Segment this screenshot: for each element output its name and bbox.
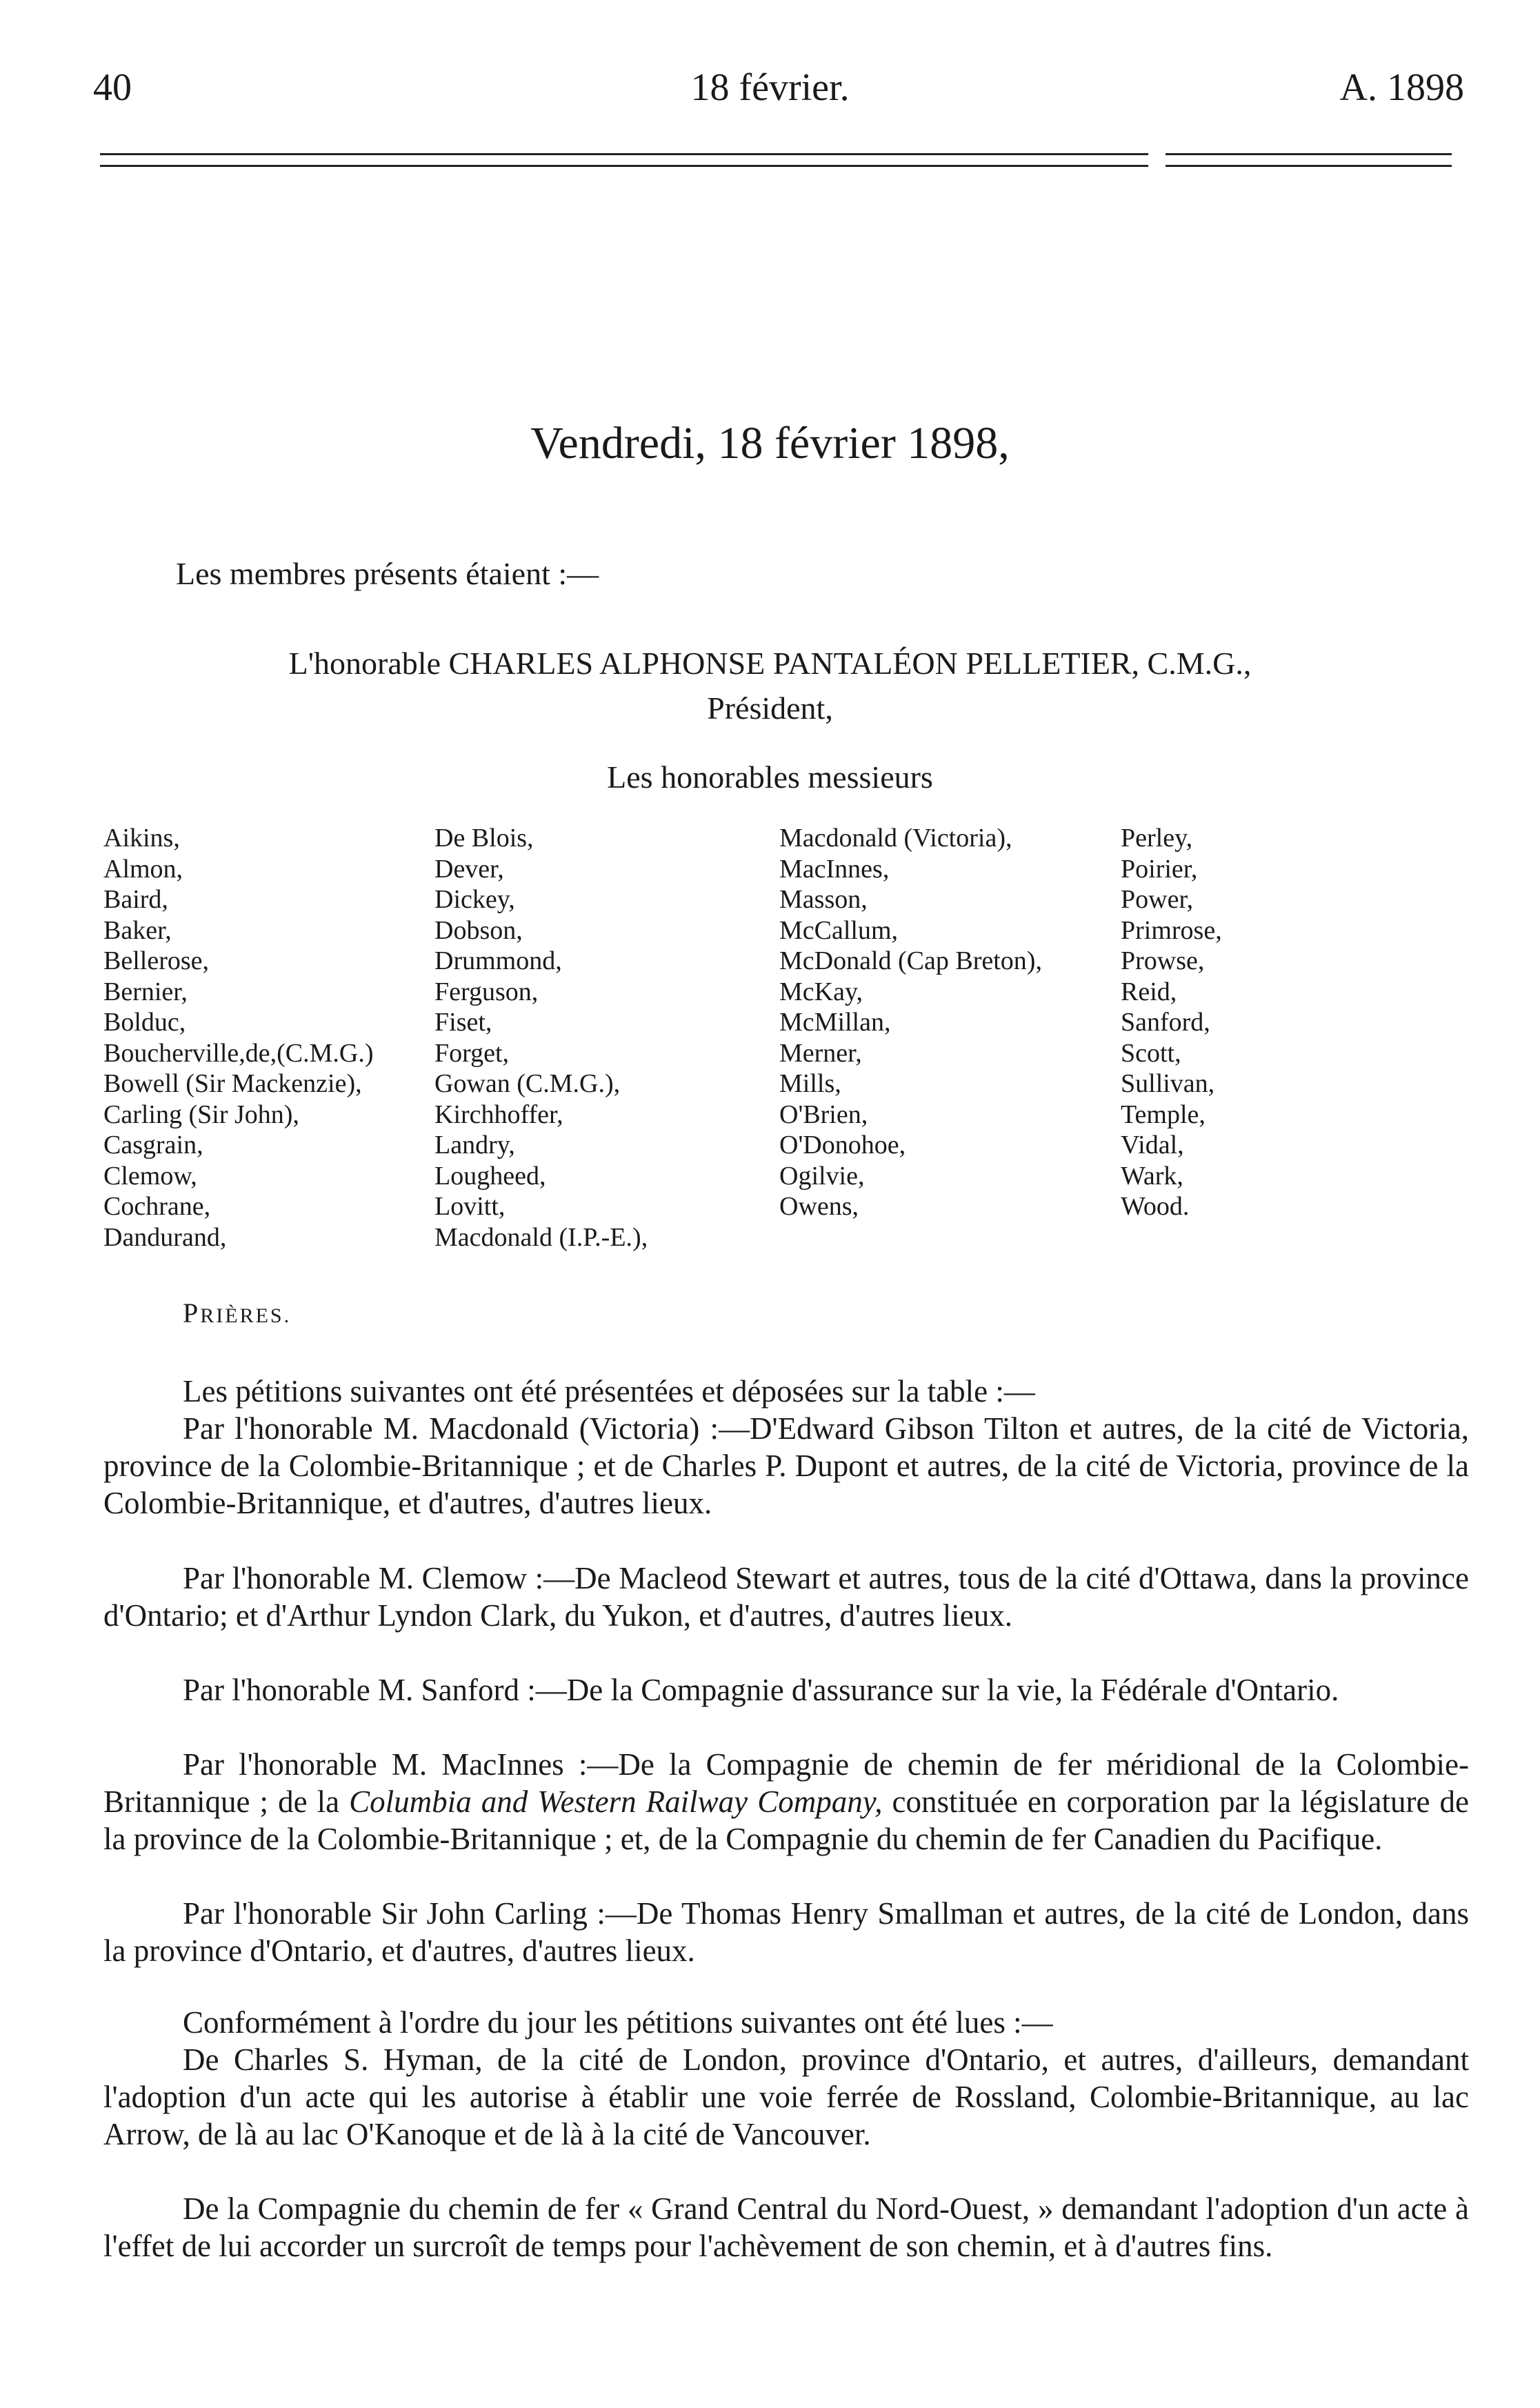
member-name: Perley, <box>1121 824 1193 853</box>
member-name: Sullivan, <box>1121 1069 1215 1098</box>
member-name: Ferguson, <box>434 977 539 1006</box>
member-name: Lougheed, <box>434 1161 546 1191</box>
member-name: De Blois, <box>434 824 534 853</box>
member-name: Ogilvie, <box>779 1161 865 1191</box>
members-column-4 <box>1121 823 1222 1222</box>
member-name: Dever, <box>434 854 504 884</box>
member-name: Scott, <box>1121 1038 1181 1068</box>
member-name: Carling (Sir John), <box>103 1099 299 1129</box>
present-intro: Les membres présents étaient :— <box>176 556 599 591</box>
petition-grand-central-text: De la Compagnie du chemin de fer « Grand Central du Nord-Ouest, » demandant l'adoption d'un acte à l'effet de lui accorder un surcroît de temps pour l'achèvement de son chemin, et à d'autres fins. <box>103 2191 1469 2263</box>
member-name: Sanford, <box>1121 1008 1210 1037</box>
member-name: McKay, <box>779 977 863 1006</box>
member-name: MacInnes, <box>779 854 890 884</box>
member-name: O'Donohoe, <box>779 1131 906 1160</box>
page-year: A. 1898 <box>1339 66 1464 109</box>
member-name: Aikins, <box>103 824 180 853</box>
petition-hyman-text: De Charles S. Hyman, de la cité de London, province d'Ontario, et autres, d'ailleurs, demandant l'adoption d'un acte qui les autorise à établir une voie ferrée de Rossland, Colombie-Britannique, au lac Arrow, de là au lac O'Kanoque et de là à la cité de Vancouver. <box>103 2042 1469 2151</box>
members-column-3 <box>779 823 1042 1222</box>
member-name: Almon, <box>103 854 183 884</box>
member-name: Merner, <box>779 1038 862 1068</box>
petition-macinnes-text-b: constituée en corporation par la législature de la province de la Colombie-Britannique ; et, de la Compagnie du chemin de fer Canadien du Pacifique. <box>103 1784 1470 1856</box>
president-title: Président, <box>707 690 833 726</box>
petition-hyman <box>103 2041 1469 2153</box>
member-name: Wark, <box>1121 1161 1183 1191</box>
petition-clemow-text: Par l'honorable M. Clemow :—De Macleod Stewart et autres, tous de la cité d'Ottawa, dans la province d'Ontario; et d'Arthur Lyndon Clark, du Yukon, et d'autres, d'autres lieux. <box>103 1561 1469 1633</box>
member-name: Owens, <box>779 1192 859 1221</box>
member-name: Dandurand, <box>103 1222 227 1252</box>
petitions-presented-intro <box>103 1373 1469 1410</box>
member-name: O'Brien, <box>779 1099 868 1129</box>
member-name: Vidal, <box>1121 1131 1184 1160</box>
member-name: Boucherville,de,(C.M.G.) <box>103 1038 374 1068</box>
member-name: Forget, <box>434 1038 510 1068</box>
member-name: Bernier, <box>103 977 188 1006</box>
petitions-read-intro <box>103 2004 1469 2041</box>
members-column-2 <box>434 823 648 1253</box>
member-name: Bellerose, <box>103 946 210 975</box>
petitions-presented-intro-text: Les pétitions suivantes ont été présentées et déposées sur la table :— <box>183 1374 1035 1409</box>
member-name: Masson, <box>779 885 868 914</box>
petition-clemow <box>103 1560 1469 1634</box>
members-column-1 <box>103 823 374 1253</box>
petition-grand-central <box>103 2190 1469 2265</box>
member-name: Poirier, <box>1121 854 1198 884</box>
page-date: 18 février. <box>690 66 850 109</box>
member-name: McDonald (Cap Breton), <box>779 946 1042 975</box>
petition-macinnes <box>103 1746 1469 1858</box>
petition-macinnes-company: Columbia and Western Railway Company, <box>349 1784 883 1819</box>
member-name: Mills, <box>779 1069 841 1098</box>
petition-macinnes-text-a: Par l'honorable M. MacInnes :—De la Compagnie de chemin de fer méridional de la Colombie-Britannique ; de la <box>103 1747 1469 1819</box>
member-name: Bolduc, <box>103 1008 186 1037</box>
member-name: Temple, <box>1121 1099 1206 1129</box>
member-name: Casgrain, <box>103 1131 203 1160</box>
petition-sanford <box>103 1671 1469 1709</box>
sitting-title: Vendredi, 18 février 1898, <box>530 418 1010 468</box>
members-header: Les honorables messieurs <box>607 759 933 795</box>
petition-carling <box>103 1895 1469 1969</box>
member-name: Baird, <box>103 885 168 914</box>
member-name: Power, <box>1121 885 1194 914</box>
member-name: Primrose, <box>1121 915 1222 945</box>
petitions-read-intro-text: Conformément à l'ordre du jour les pétitions suivantes ont été lues :— <box>183 2005 1053 2040</box>
petition-macdonald <box>103 1410 1469 1522</box>
member-name: Fiset, <box>434 1008 492 1037</box>
member-name: Wood. <box>1121 1192 1190 1221</box>
member-name: Lovitt, <box>434 1192 506 1221</box>
member-name: Cochrane, <box>103 1192 211 1221</box>
member-name: Gowan (C.M.G.), <box>434 1069 621 1098</box>
page-number: 40 <box>93 66 132 109</box>
petition-carling-text: Par l'honorable Sir John Carling :—De Thomas Henry Smallman et autres, de la cité de London, dans la province d'Ontario, et d'autres, d'autres lieux. <box>103 1896 1469 1968</box>
member-name: Macdonald (Victoria), <box>779 824 1012 853</box>
member-name: Prowse, <box>1121 946 1205 975</box>
president-name: L'honorable CHARLES ALPHONSE PANTALÉON PELLETIER, C.M.G., <box>288 646 1252 681</box>
prayers-heading <box>183 1297 291 1329</box>
member-name: Clemow, <box>103 1161 197 1191</box>
member-name: Bowell (Sir Mackenzie), <box>103 1069 362 1098</box>
petition-sanford-text: Par l'honorable M. Sanford :—De la Compagnie d'assurance sur la vie, la Fédérale d'Ontario. <box>183 1673 1339 1707</box>
member-name: Macdonald (I.P.-E.), <box>434 1222 648 1252</box>
member-name: Dobson, <box>434 915 523 945</box>
header-rule-right <box>1166 153 1452 167</box>
prayers-initial: P <box>183 1297 201 1329</box>
member-name: Landry, <box>434 1131 515 1160</box>
member-name: Kirchhoffer, <box>434 1099 563 1129</box>
member-name: Dickey, <box>434 885 515 914</box>
member-name: Reid, <box>1121 977 1177 1006</box>
prayers-rest: RIÈRES. <box>200 1304 292 1327</box>
member-name: McMillan, <box>779 1008 891 1037</box>
member-name: Baker, <box>103 915 172 945</box>
member-name: Drummond, <box>434 946 562 975</box>
member-name: McCallum, <box>779 915 899 945</box>
header-rule-left <box>100 153 1148 167</box>
petition-macdonald-text: Par l'honorable M. Macdonald (Victoria) :—D'Edward Gibson Tilton et autres, de la cité de Victoria, province de la Colombie-Britannique ; et de Charles P. Dupont et autres, de la cité de Victoria, province de la Colombie-Britannique, et d'autres, d'autres lieux. <box>103 1411 1469 1520</box>
